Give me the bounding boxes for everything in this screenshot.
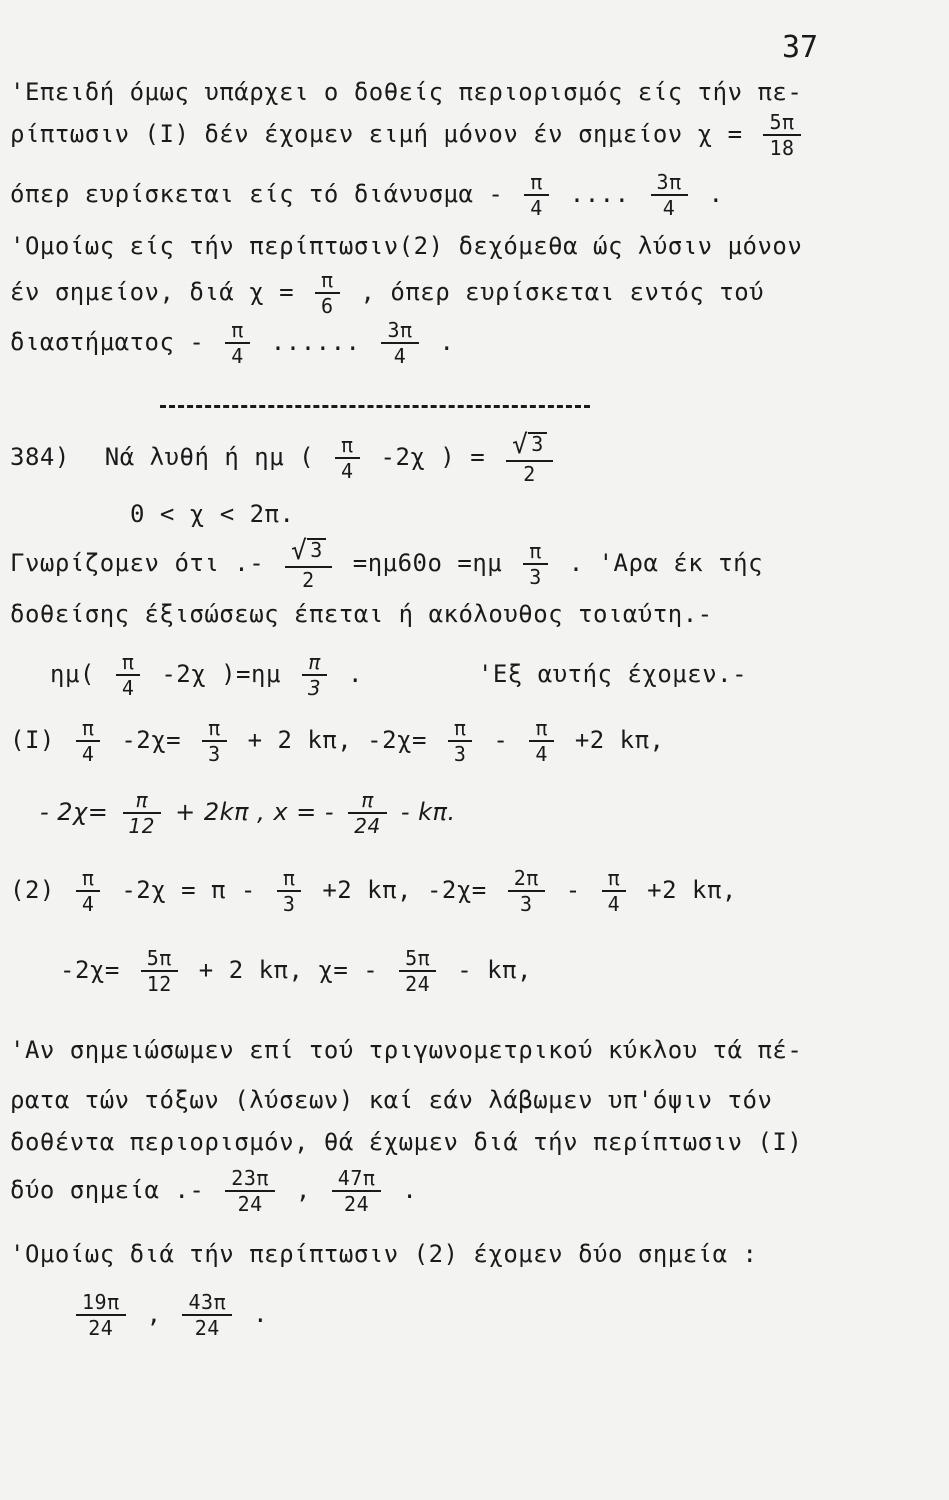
case1-d: +2 kπ, xyxy=(574,726,665,754)
period: . xyxy=(402,1176,418,1204)
known-line xyxy=(10,538,763,590)
dots: .... xyxy=(569,180,630,208)
p1-line2 xyxy=(10,112,807,158)
fraction-pi-4: $\frac{\pi}{4}$ xyxy=(76,718,101,764)
fraction-23pi-24: $\frac{23\pi}{24}$ xyxy=(225,1168,275,1214)
eq-mid: -2χ )=ημ xyxy=(161,660,281,688)
p3-line2: ρατα τών τόξων (λύσεων) καί εάν λάβωμεν υπ'όψιν τόν xyxy=(10,1086,773,1114)
case2-line xyxy=(10,868,737,914)
fraction-pi-3: $\frac{\pi}{3}$ xyxy=(202,718,227,764)
case2-d: +2 kπ, xyxy=(647,876,737,904)
fraction-pi-4: $\frac{\pi}{4}$ xyxy=(524,172,549,218)
p3-line1: 'Αν σημειώσωμεν επί τού τριγωνομετρικού κύκλου τά πέ- xyxy=(10,1036,803,1064)
p2-line2 xyxy=(10,270,764,316)
case2b-line xyxy=(60,948,532,994)
fraction-pi-4: $\frac{\pi}{4}$ xyxy=(529,718,554,764)
problem-statement xyxy=(10,432,559,484)
period: . xyxy=(253,1300,269,1328)
equation-line xyxy=(50,652,747,698)
fraction-5pi-24: $\frac{5\pi}{24}$ xyxy=(399,948,436,994)
case2-b: +2 kπ, -2χ= xyxy=(322,876,487,904)
fraction-47pi-24: $\frac{47\pi}{24}$ xyxy=(332,1168,382,1214)
eq-end: . xyxy=(348,660,363,688)
eq-right-text: 'Εξ αυτής έχομεν.- xyxy=(477,660,748,688)
case2-c: - xyxy=(565,876,581,904)
case1b-a: - 2χ= xyxy=(40,798,109,826)
known-tail: . 'Αρα έκ τής xyxy=(568,549,764,577)
period: . xyxy=(439,328,455,356)
known-mid: =ημ60ο =ημ xyxy=(352,549,503,577)
case1-b: + 2 kπ, -2χ= xyxy=(247,726,427,754)
case1-a: -2χ= xyxy=(121,726,182,754)
follows-line: δοθείσης έξισώσεως έπεται ή ακόλουθος τοιαύτη.- xyxy=(10,600,713,628)
p1-line1: 'Επειδή όμως υπάρχει ο δοθείς περιορισμός είς τήν πε- xyxy=(10,78,803,106)
p3-line4-text: δύο σημεία .- xyxy=(10,1176,205,1204)
eq-text: ημ( xyxy=(50,660,95,688)
case2b-b: + 2 kπ, χ= - xyxy=(198,956,379,984)
problem-number: 384) xyxy=(10,443,70,471)
p2-line3 xyxy=(10,320,454,366)
fraction-3pi-4: $\frac{3\pi}{4}$ xyxy=(651,172,688,218)
p2-line1: 'Ομοίως είς τήν περίπτωσιν(2) δεχόμεθα ώς λύσιν μόνον xyxy=(10,232,803,260)
fraction-pi-4: $\frac{\pi}{4}$ xyxy=(76,868,101,914)
fraction-pi-4: $\frac{\pi}{4}$ xyxy=(602,868,627,914)
p3-line3: δοθέντα περιορισμόν, θά έχωμεν διά τήν περίπτωσιν (Ι) xyxy=(10,1128,803,1156)
case2b-a: -2χ= xyxy=(60,956,120,984)
separator: , xyxy=(146,1300,162,1328)
p3-line4 xyxy=(10,1168,417,1214)
case1-line xyxy=(10,718,665,764)
problem-text: Νά λυθή ή ημ ( xyxy=(104,443,315,471)
fraction-43pi-24: $\frac{43\pi}{24}$ xyxy=(182,1292,232,1338)
section-divider xyxy=(160,405,590,408)
p2-line2-text: έν σημείον, διά χ = xyxy=(10,278,295,306)
p1-line2-text: ρίπτωσιν (Ι) δέν έχομεν ειμή μόνον έν σημείον χ = xyxy=(10,120,743,148)
case2b-c: - kπ, xyxy=(457,956,532,984)
case-label: (Ι) xyxy=(10,726,55,754)
fraction-pi-3: $\frac{\pi}{3}$ xyxy=(523,541,548,587)
fraction-pi-24: $\frac{\pi}{24}$ xyxy=(348,790,386,836)
period: . xyxy=(708,180,724,208)
fraction-pi-3: $\frac{\pi}{3}$ xyxy=(302,652,327,698)
p4-line2 xyxy=(70,1292,268,1338)
p1-line3 xyxy=(10,172,724,218)
separator: , xyxy=(295,1176,311,1204)
case1b-line xyxy=(40,790,456,836)
case1b-b: + 2kπ , x = - xyxy=(175,798,335,826)
p4-line1: 'Ομοίως διά τήν περίπτωσιν (2) έχομεν δύο σημεία : xyxy=(10,1240,758,1268)
p2-line2-tail: , όπερ ευρίσκεται εντός τού xyxy=(360,278,765,306)
problem-mid: -2χ ) = xyxy=(380,443,486,471)
fraction-sqrt3-2: √ 3 2 xyxy=(285,538,332,590)
problem-constraint: 0 < χ < 2π. xyxy=(130,500,295,528)
fraction-pi-12: $\frac{\pi}{12}$ xyxy=(123,790,161,836)
fraction-pi-3: $\frac{\pi}{3}$ xyxy=(448,718,473,764)
case-label: (2) xyxy=(10,876,55,904)
fraction-3pi-4: $\frac{3\pi}{4}$ xyxy=(381,320,418,366)
p2-line3-text: διαστήματος - xyxy=(10,328,205,356)
case1b-c: - kπ. xyxy=(400,798,456,826)
fraction-sqrt3-2: √ 3 2 xyxy=(506,432,553,484)
fraction-pi-4: $\frac{\pi}{4}$ xyxy=(225,320,250,366)
dots: ...... xyxy=(270,328,361,356)
fraction-2pi-3: $\frac{2\pi}{3}$ xyxy=(508,868,545,914)
case1-c: - xyxy=(493,726,509,754)
fraction-5pi-12: $\frac{5\pi}{12}$ xyxy=(141,948,178,994)
fraction-19pi-24: $\frac{19\pi}{24}$ xyxy=(76,1292,126,1338)
page-number: 37 xyxy=(782,30,819,65)
fraction-pi-6: $\frac{\pi}{6}$ xyxy=(315,270,340,316)
fraction-pi-4: $\frac{\pi}{4}$ xyxy=(116,652,141,698)
fraction-5pi-18: $\frac{5\pi}{18}$ xyxy=(763,112,800,158)
fraction-pi-3: $\frac{\pi}{3}$ xyxy=(277,868,302,914)
p1-line3-text: όπερ ευρίσκεται είς τό διάνυσμα - xyxy=(10,180,504,208)
case2-a: -2χ = π - xyxy=(121,876,256,904)
known-text: Γνωρίζομεν ότι .- xyxy=(10,549,265,577)
fraction-pi-4: $\frac{\pi}{4}$ xyxy=(335,435,360,481)
